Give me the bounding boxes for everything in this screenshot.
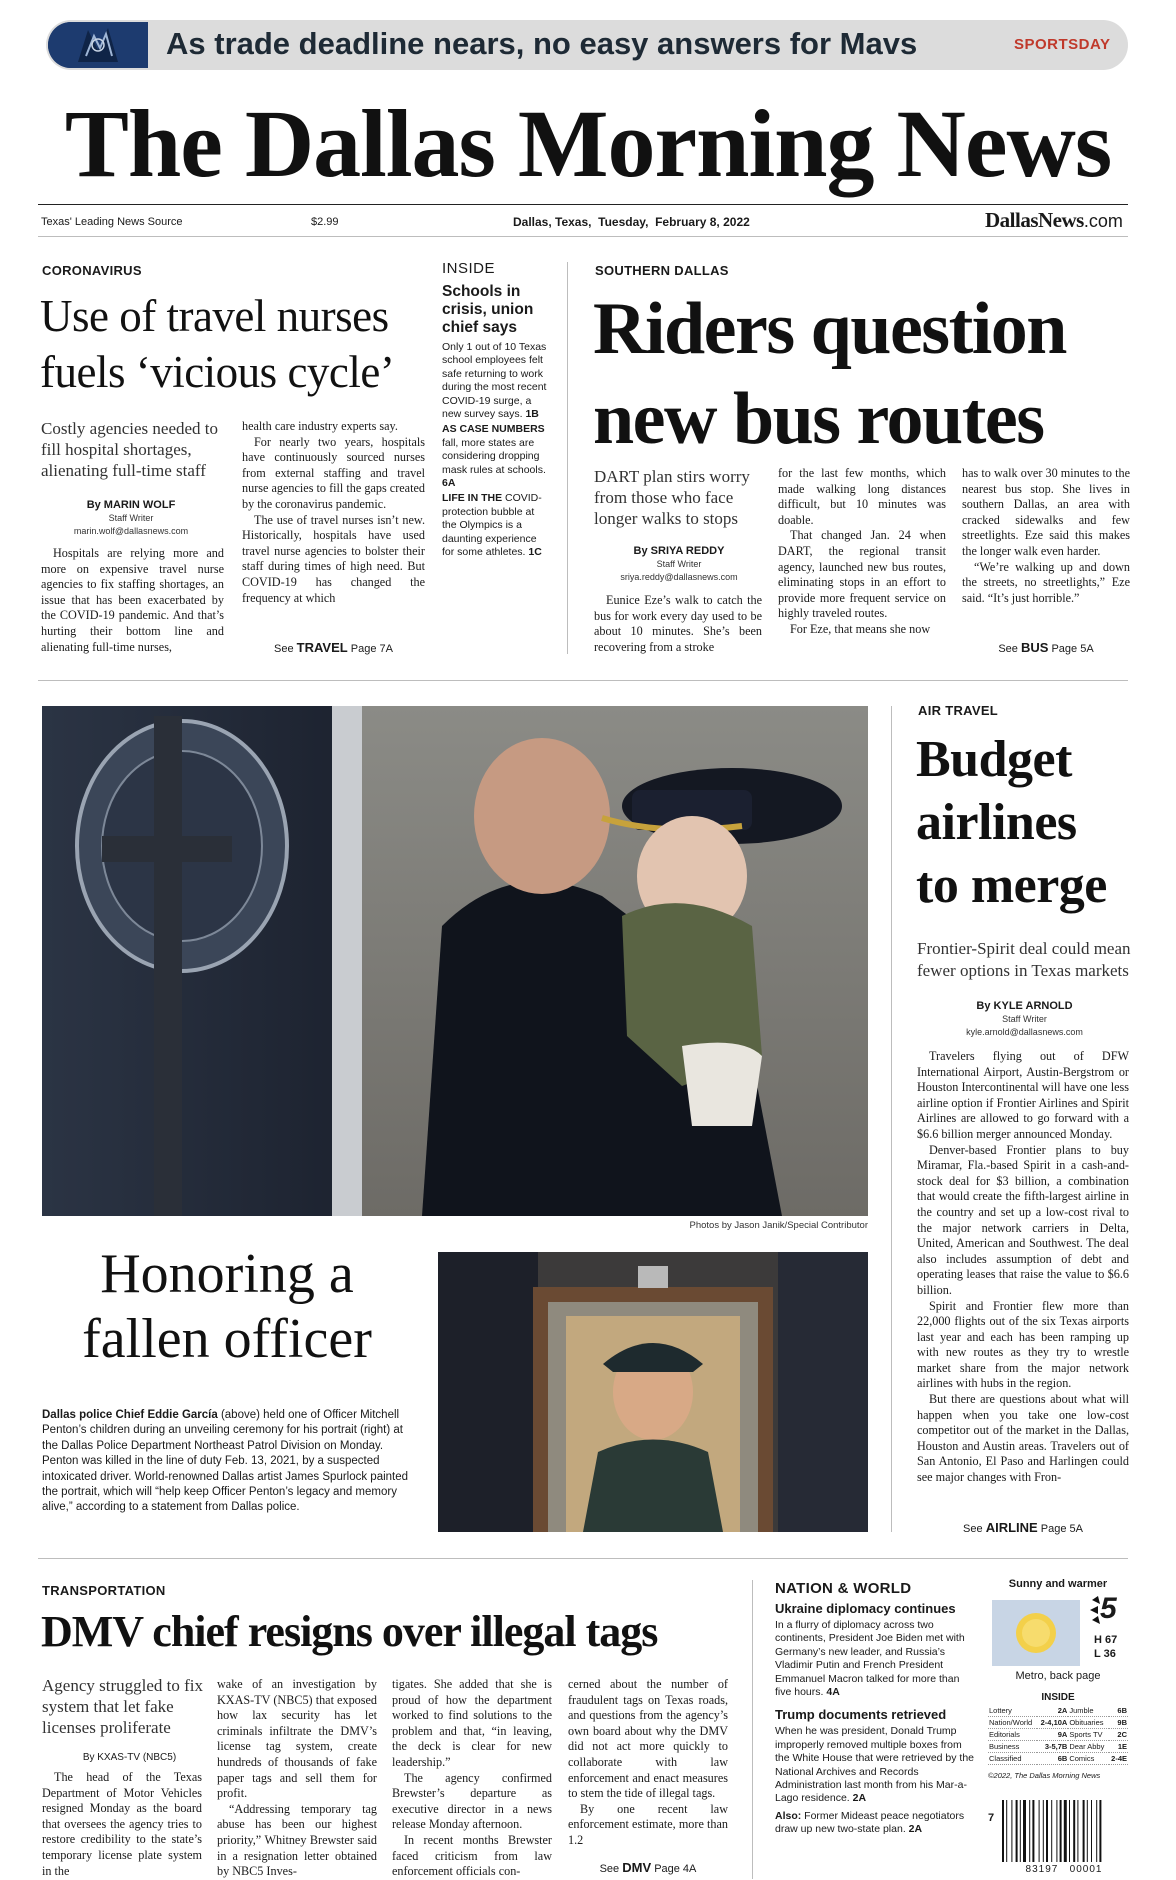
nation-world-item1[interactable]	[775, 1619, 975, 1699]
airlines-headline-line2: airlines	[916, 794, 1077, 851]
feature-headline[interactable]	[42, 1242, 412, 1372]
bus-byline-email: sriya.reddy@dallasnews.com	[620, 572, 738, 582]
bus-jump[interactable]	[962, 640, 1130, 655]
nation-world	[775, 1580, 975, 1837]
dmv-col4	[568, 1677, 728, 1849]
masthead-dateline: Dallas, Texas, Tuesday, February 8, 2022	[513, 215, 750, 229]
inside-box-text3: COVID-protection bubble at the Olympics is a daunting experience for some athletes.	[442, 492, 542, 559]
inside-box-item2[interactable]	[442, 423, 548, 490]
index-right-page: 2C	[1117, 1730, 1127, 1739]
portrait-photo	[438, 1252, 868, 1532]
dmv-headline[interactable]: DMV chief resigns over illegal tags	[41, 1607, 658, 1656]
nation-world-item2[interactable]	[775, 1725, 975, 1805]
index-left-label: Business	[989, 1742, 1020, 1751]
dmv-col1-text: The head of the Texas Department of Motor Vehicles resigned Monday as the board that oversees the agency tries to restore credibility to the state’s temporary license plate system in the	[42, 1770, 202, 1878]
bus-jump-word: BUS	[1020, 640, 1049, 655]
dmv-col3-p3: In recent months Brewster faced criticism from law enforcement officials con-	[392, 1832, 552, 1879]
index-left-page: 9A	[1057, 1730, 1068, 1739]
dmv-jump[interactable]	[568, 1860, 728, 1875]
airlines-byline-title: Staff Writer	[1002, 1014, 1047, 1024]
nurses-jump-page: Page 7A	[350, 643, 393, 655]
index-box	[988, 1692, 1128, 1780]
dmv-jump-word: DMV	[622, 1860, 652, 1875]
barcode-prefix: 7	[988, 1812, 995, 1824]
nurses-col1-text: Hospitals are relying more and more on expensive travel nurse agencies to fix staffing shortages, an issue that has been exacerbated by the COVID-19 pandemic. And that’s hurting their bottom line and alienating full-time nurses,	[41, 546, 224, 654]
column-divider-top	[567, 262, 568, 654]
nbc5-logo-icon	[1088, 1594, 1126, 1628]
airlines-kicker: AIR TRAVEL	[918, 703, 999, 718]
index-row[interactable]	[988, 1741, 1128, 1753]
index-copyright: ©2022, The Dallas Morning News	[988, 1771, 1101, 1780]
nation-world-ref1: 4A	[826, 1686, 840, 1699]
weather-box[interactable]	[988, 1578, 1128, 1682]
bus-col3	[962, 466, 1130, 606]
airlines-p1: Travelers flying out of DFW International Airport, Austin-Bergstrom or Houston Intercontinental will have one less airline option if Frontier Airlines and Spirit Airlines are allowed to go forward with a $6.6 billion merger announced Monday.	[917, 1049, 1129, 1141]
weather-channel: 5	[1100, 1592, 1117, 1625]
airlines-byline-name: By KYLE ARNOLD	[976, 1000, 1073, 1012]
bus-headline[interactable]	[593, 284, 1133, 464]
nation-world-text1: In a flurry of diplomacy across two continents, President Joe Biden met with Germany’s new leader, and Russia’s Vladimir Putin and French President Emmanuel Macron talked for more than five hours.	[775, 1619, 965, 1699]
inside-box-item3[interactable]	[442, 492, 548, 559]
bus-col2-p3: For Eze, that means she now	[790, 621, 931, 636]
nurses-byline-email: marin.wolf@dallasnews.com	[73, 526, 189, 536]
mavs-logo-icon	[48, 22, 148, 68]
bus-col2-p1: for the last few months, which made walking long distances difficult, but 10 minutes was doable.	[778, 466, 946, 527]
inside-box-text1: Only 1 out of 10 Texas school employees felt safe returning to work during the most recent COVID-19 surge, a new survey says.	[442, 341, 547, 421]
nation-world-kicker: NATION & WORLD	[775, 1580, 912, 1597]
bus-byline-title: Staff Writer	[656, 559, 702, 569]
dmv-jump-pre: See	[599, 1863, 620, 1875]
feature-headline-line2: fallen officer	[82, 1308, 372, 1370]
nurses-col2-p2: For nearly two years, hospitals have continuously sourced nurses from external staffing and travel nurse agencies to fill the gaps created by the coronavirus pandemic.	[242, 434, 425, 511]
inside-box-ref2: 6A	[442, 477, 456, 490]
airlines-deck: Frontier-Spirit deal could mean fewer options in Texas markets	[917, 939, 1131, 980]
bus-byline-name: By SRIYA REDDY	[633, 545, 725, 557]
dmv-col4-p1: cerned about the number of fraudulent tags on Texas roads, and questions from the agency’s own board about why the DMV did not act more quickly to collaborate with law enforcement and enact measures to stem the tide of illegal tags.	[568, 1677, 728, 1801]
nurses-jump-pre: See	[274, 643, 294, 655]
index-left-label: Lottery	[989, 1706, 1012, 1715]
index-row[interactable]	[988, 1717, 1128, 1729]
index-right-page: 6B	[1117, 1706, 1127, 1715]
nurses-deck: Costly agencies needed to fill hospital shortages, alienating full-time staff	[41, 419, 219, 480]
nation-world-text2: When he was president, Donald Trump improperly removed multiple boxes from the White House that were retrieved by the National Archives and Records Administration last month from his Mar-a-Lago residence.	[775, 1725, 975, 1805]
section-rule-1	[38, 680, 1128, 681]
dmv-kicker: TRANSPORTATION	[42, 1583, 166, 1598]
index-left-page: 6B	[1057, 1754, 1068, 1763]
masthead-tagline: Texas' Leading News Source	[41, 216, 183, 228]
inside-box-ref1: 1B	[525, 408, 539, 421]
airlines-headline-line1: Budget	[916, 731, 1072, 788]
airlines-jump-word: AIRLINE	[985, 1520, 1038, 1535]
airlines-byline	[917, 1000, 1132, 1039]
index-right-label: Jumble	[1069, 1706, 1094, 1715]
bus-headline-line1: Riders question	[593, 288, 1066, 370]
bus-col1-text: Eunice Eze’s walk to catch the bus for work every day used to be about 10 minutes. She’s been recovering from a stroke	[594, 593, 762, 654]
nurses-headline-line2: fuels ‘vicious cycle’	[40, 347, 395, 397]
dmv-col2-p1: wake of an investigation by KXAS-TV (NBC5) that exposed how lax security has let criminals infiltrate the DMV’s license tag system, create hundreds of thousands of fake paper tags and sell them for profit.	[217, 1677, 377, 1801]
masthead-website[interactable]	[985, 208, 1123, 233]
weather-high: H 67	[1094, 1634, 1118, 1646]
nation-world-head1[interactable]: Ukraine diplomacy continues	[775, 1601, 956, 1616]
inside-box-label: INSIDE	[442, 260, 496, 277]
dmv-jump-page: Page 4A	[654, 1863, 697, 1875]
website-suffix: .com	[1083, 211, 1123, 231]
dmv-col2	[217, 1677, 377, 1880]
index-left-label: Nation/World	[989, 1718, 1033, 1727]
airlines-body	[917, 1049, 1129, 1486]
index-right-label: Sports TV	[1069, 1730, 1103, 1739]
nurses-col1	[41, 546, 224, 655]
index-left-page: 2A	[1057, 1706, 1068, 1715]
index-left-page: 3-5,7B	[1044, 1742, 1068, 1751]
weather-note: Metro, back page	[1015, 1670, 1101, 1682]
bus-col3-p1: has to walk over 30 minutes to the nearest bus stop. She lives in southern Dallas, an area with cracked sidewalks and few streetlights. Eze said this makes the longer walk even harder.	[962, 466, 1130, 558]
masthead-title: The Dallas Morning News	[64, 90, 1112, 197]
index-left-page: 2-4,10A	[1040, 1718, 1068, 1727]
nation-world-ref2: 2A	[852, 1792, 867, 1805]
airlines-jump-pre: See	[963, 1523, 983, 1535]
bus-deck: DART plan stirs worry from those who face longer walks to stops	[594, 467, 750, 528]
feature-caption	[42, 1408, 412, 1516]
airlines-jump-page: Page 5A	[1040, 1523, 1083, 1535]
bus-col2	[778, 466, 946, 638]
index-left-label: Editorials	[989, 1730, 1020, 1739]
index-right-label: Obituaries	[1069, 1718, 1104, 1727]
banner-headline[interactable]: As trade deadline nears, no easy answers for Mavs	[166, 26, 918, 61]
bus-headline-line2: new bus routes	[593, 378, 1044, 460]
index-label: INSIDE	[1041, 1692, 1075, 1703]
nation-world-also-text: Former Mideast peace negotiators draw up new two-state plan.	[775, 1809, 965, 1836]
sun-icon	[992, 1600, 1080, 1666]
bus-col2-p2: That changed Jan. 24 when DART, the regional transit agency, launched new bus routes, eliminating stops in an effort to provide more frequent service on highly traveled routes.	[778, 528, 946, 621]
barcode-icon	[1000, 1800, 1128, 1864]
inside-box-ref3: 1C	[528, 546, 542, 559]
nation-world-also-ref: 2A	[908, 1823, 923, 1836]
nurses-col2	[242, 419, 425, 606]
nurses-headline[interactable]	[40, 288, 430, 400]
nurses-col2-p3: The use of travel nurses isn’t new. Historically, hospitals have used travel nurse agencies to bolster their staff during times of high need. But COVID-19 has changed the frequency at which	[242, 512, 425, 605]
inside-box	[442, 260, 548, 560]
index-right-page: 9B	[1117, 1718, 1127, 1727]
index-right-label: Comics	[1069, 1754, 1095, 1763]
masthead-price: $2.99	[311, 216, 339, 228]
dmv-col1	[42, 1770, 202, 1879]
main-photo-illustration	[42, 706, 868, 1216]
banner-section-label: SPORTSDAY	[1014, 36, 1111, 53]
nation-world-also-label: Also:	[775, 1809, 802, 1822]
column-divider-bottom	[752, 1580, 753, 1879]
photo-credit: Photos by Jason Janik/Special Contributor	[689, 1220, 868, 1231]
nurses-jump-word: TRAVEL	[296, 640, 348, 655]
nurses-kicker: CORONAVIRUS	[42, 263, 142, 278]
nurses-jump[interactable]	[242, 640, 425, 655]
nurses-byline	[41, 499, 221, 538]
dmv-col2-p2: “Addressing temporary tag abuse has been our highest priority,” Whitney Brewster said in a resignation letter obtained by NBC5 Inves-	[217, 1801, 377, 1879]
feature-headline-line1: Honoring a	[100, 1243, 354, 1305]
feature-caption-rest: (above) held one of Officer Mitchell Penton’s children during an unveiling ceremony for his portrait (right) at the Dallas Police Department Northeast Patrol Division on Monday. Penton was killed in the line of duty Feb. 13, 2021, by a suspected intoxicated driver. World-renowned Dallas artist James Spurlock painted the portrait, which will “help keep Officer Penton’s legacy and memory alive,” according to a statement from Dallas police.	[42, 1409, 409, 1514]
column-divider-mid	[891, 706, 892, 1532]
airlines-byline-email: kyle.arnold@dallasnews.com	[966, 1027, 1083, 1037]
inside-box-head2: AS CASE NUMBERS	[442, 423, 545, 436]
index-right-label: Dear Abby	[1069, 1742, 1105, 1751]
inside-box-text2: fall, more states are considering dropping mask rules at schools.	[442, 436, 546, 476]
index-table	[988, 1705, 1128, 1765]
dmv-col3	[392, 1677, 552, 1880]
bus-jump-page: Page 5A	[1051, 643, 1094, 655]
inside-box-item1[interactable]	[442, 341, 548, 421]
nation-world-head2[interactable]: Trump documents retrieved	[775, 1707, 947, 1723]
index-right-page: 1E	[1117, 1742, 1127, 1751]
inside-box-head1[interactable]: Schools in crisis, union chief says	[442, 283, 534, 336]
nurses-headline-line1: Use of travel nurses	[40, 291, 389, 341]
airlines-p2: Denver-based Frontier plans to buy Miramar, Fla.-based Spirit in a cash-and-stock deal for $3 billion, a combination that would create the fifth-largest airline in the country and set up a low-cost rival to the major network carriers in Delta, United, American and Southwest. The deal also includes assumption of debt and operating leases that raise the value to $6.6 billion.	[917, 1142, 1129, 1297]
index-right-page: 2-4E	[1111, 1754, 1127, 1763]
weather-headline: Sunny and warmer	[1008, 1578, 1108, 1590]
dmv-deck: Agency struggled to fix system that let fake licenses proliferate	[42, 1676, 203, 1737]
barcode-number: 83197 00001	[1025, 1864, 1103, 1875]
dmv-col3-p2: The agency confirmed Brewster’s departure as executive director in a news release Monday afternoon.	[392, 1770, 552, 1832]
airlines-p4: But there are questions about what will happen when you take one low-cost competitor out of the market in the Dallas, Houston and Austin areas. Travelers out of San Antonio, El Paso and Harlingen could see major changes with Fron-	[917, 1392, 1129, 1485]
nurses-byline-title: Staff Writer	[108, 513, 154, 523]
dmv-byline: By KXAS-TV (NBC5)	[82, 1752, 177, 1763]
bus-byline	[594, 545, 764, 584]
website-main: DallasNews	[985, 208, 1084, 232]
bus-kicker: SOUTHERN DALLAS	[595, 263, 729, 278]
inside-box-head3: LIFE IN THE	[442, 492, 503, 505]
bus-col1	[594, 593, 762, 655]
bus-jump-pre: See	[998, 643, 1018, 655]
weather-low: L 36	[1094, 1648, 1116, 1660]
index-row[interactable]	[988, 1705, 1128, 1717]
portrait-photo-illustration	[438, 1252, 868, 1532]
nurses-col2-p1: health care industry experts say.	[242, 419, 398, 433]
promo-banner[interactable]	[46, 20, 1128, 70]
dmv-col4-p2: By one recent law enforcement estimate, more than 1.2	[568, 1801, 728, 1847]
masthead-rule-bottom	[38, 236, 1128, 237]
airlines-jump[interactable]	[917, 1520, 1129, 1535]
bus-col3-p2: “We’re walking up and down the streets, no streetlights,” Eze said. “It’s just horrible.”	[962, 559, 1130, 605]
main-photo	[42, 706, 868, 1216]
airlines-p3: Spirit and Frontier flew more than 22,000 flights out of the six Texas airports last year and each has been ramping up with new routes as they try to wrestle market share from the major network airlines with hubs in the region.	[917, 1298, 1129, 1391]
index-left-label: Classified	[989, 1754, 1022, 1763]
nurses-byline-name: By MARIN WOLF	[86, 499, 176, 511]
airlines-headline-line3: to merge	[916, 857, 1107, 914]
feature-caption-lead: Dallas police Chief Eddie García	[42, 1409, 218, 1421]
airlines-headline[interactable]	[916, 728, 1131, 917]
dmv-col3-p1: tigates. She added that she is proud of how the department worked to find solutions to the problem and that, “in leaving, the deck is clear for new leadership.”	[392, 1677, 552, 1769]
index-row[interactable]	[988, 1753, 1128, 1765]
masthead-rule-top	[38, 204, 1128, 205]
index-row[interactable]	[988, 1729, 1128, 1741]
nation-world-also[interactable]	[775, 1810, 975, 1837]
section-rule-2	[38, 1558, 1128, 1559]
